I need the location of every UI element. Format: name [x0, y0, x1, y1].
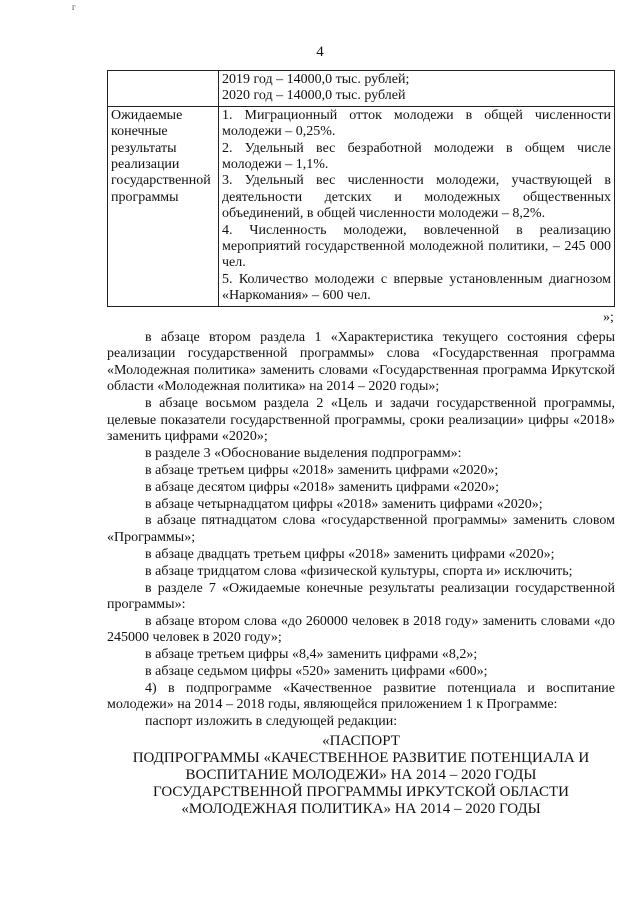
title-line: ВОСПИТАНИЕ МОЛОДЕЖИ» НА 2014 – 2020 ГОДЫ	[185, 766, 537, 783]
table-cell-funding	[219, 71, 615, 107]
amendment-text	[107, 330, 615, 818]
funding-line-2019: 2019 год – 14000,0 тыс. рублей;	[222, 72, 410, 87]
paragraph: в абзаце четырнадцатом цифры «2018» заменить цифрами «2020»;	[145, 496, 543, 512]
title-line: «МОЛОДЕЖНАЯ ПОЛИТИКА» НА 2014 – 2020 ГОДЫ	[181, 800, 541, 817]
funding-line-2020: 2020 год – 14000,0 тыс. рублей	[222, 88, 406, 104]
table-cell-results-label: Ожидаемые конечные результаты реализации государственной программы	[108, 106, 219, 306]
title-line: ГОСУДАРСТВЕННОЙ ПРОГРАММЫ ИРКУТСКОЙ ОБЛАСТИ	[153, 783, 569, 800]
table-row	[108, 71, 615, 107]
table-cell-label	[108, 71, 219, 107]
result-item-2: 2. Удельный вес безработной молодежи в общем числе молодежи – 1,1%.	[222, 140, 611, 173]
paragraph: в абзаце тридцатом слова «физической культуры, спорта и» исключить;	[145, 563, 573, 579]
paragraph: 4) в подпрограмме «Качественное развитие потенциала и воспитание молодежи» на 2014 – 2018 годы, являющейся приложением 1 к Программе:	[107, 681, 615, 713]
paragraph: в разделе 7 «Ожидаемые конечные результаты реализации государственной программы»:	[107, 580, 615, 612]
paragraph: паспорт изложить в следующей редакции:	[145, 714, 398, 730]
page-corner-mark: г	[72, 2, 76, 12]
passport-table	[107, 70, 615, 307]
paragraph: в абзаце пятнадцатом слова «государственной программы» заменить словом «Программы»;	[107, 513, 615, 545]
passport-title	[107, 733, 615, 818]
paragraph: в абзаце третьем цифры «8,4» заменить цифрами «8,2»;	[145, 647, 478, 663]
paragraph: в абзаце седьмом цифры «520» заменить цифрами «600»;	[145, 664, 488, 680]
paragraph: в абзаце втором раздела 1 «Характеристика текущего состояния сферы реализации государственной программы» слова «Государственная программа «Молодежная политика» заменить словами «Государственная программа Иркутской области «Молодежная политика» на 2014 – 2020 годы»;	[107, 330, 615, 395]
paragraph: в разделе 3 «Обоснование выделения подпрограмм»:	[145, 445, 462, 461]
result-item-3: 3. Удельный вес численности молодежи, участвующей в деятельности детских и молодежных общественных объединений, в общей численности молодежи – 8,2%.	[222, 173, 611, 222]
result-item-4: 4. Численность молодежи, вовлеченной в реализацию мероприятий государственной молодежной политики, – 245 000 чел.	[222, 222, 611, 271]
paragraph: в абзаце втором слова «до 260000 человек в 2018 году» заменить словами «до 245000 человек в 2020 году»;	[107, 613, 615, 646]
paragraph: в абзаце двадцать третьем цифры «2018» заменить цифрами «2020»;	[145, 546, 555, 562]
result-item-5: 5. Количество молодежи с впервые установленным диагнозом «Наркомания» – 600 чел.	[222, 271, 611, 304]
paragraph: в абзаце восьмом раздела 2 «Цель и задачи государственной программы, целевые показатели государственной программы, сроки реализации» цифры «2018» заменить цифрами «2020»;	[107, 396, 615, 444]
table-closing-quote: »;	[603, 310, 614, 325]
table-cell-results	[219, 106, 615, 306]
page-number: 4	[316, 44, 324, 60]
result-item-1: 1. Миграционный отток молодежи в общей численности молодежи – 0,25%.	[222, 107, 611, 140]
title-line: ПОДПРОГРАММЫ «КАЧЕСТВЕННОЕ РАЗВИТИЕ ПОТЕНЦИАЛА И	[132, 749, 590, 766]
table-row	[108, 106, 615, 306]
title-line: «ПАСПОРТ	[322, 732, 400, 749]
paragraph: в абзаце третьем цифры «2018» заменить цифрами «2020»;	[145, 462, 499, 478]
paragraph: в абзаце десятом цифры «2018» заменить цифрами «2020»;	[145, 479, 500, 495]
